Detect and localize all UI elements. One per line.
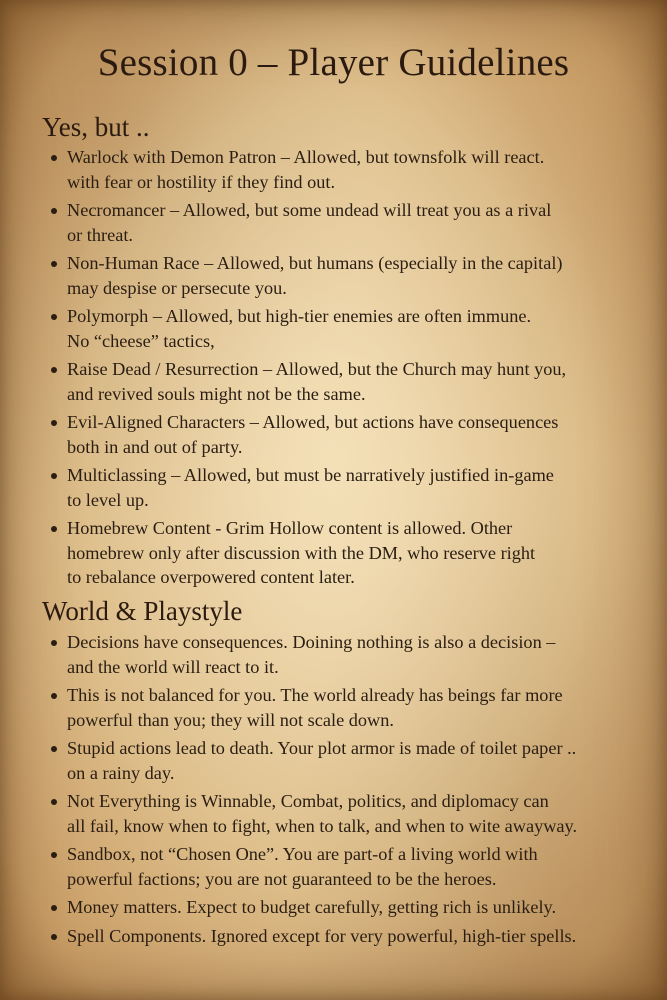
guideline-text-line: or threat. — [67, 224, 133, 245]
guideline-text-line: Evil-Aligned Characters – Allowed, but actions have consequences — [67, 412, 559, 432]
guideline-text-line: Spell Components. Ignored except for very powerful, high-tier spells. — [67, 925, 577, 946]
guideline-item — [0, 198, 667, 247]
guideline-text-line: may despise or persecute you. — [67, 277, 287, 298]
guideline-text-line: with fear or hostility if they find out. — [67, 171, 336, 192]
guideline-item — [0, 789, 667, 838]
page-title: Session 0 – Player Guidelines — [97, 41, 570, 84]
guideline-item — [0, 516, 667, 590]
guideline-text-line: Homebrew Content - Grim Hollow content is allowed. Other — [67, 518, 513, 538]
guideline-text-line: Raise Dead / Resurrection – Allowed, but the Church may hunt you, — [67, 359, 567, 379]
guideline-item — [0, 251, 667, 300]
bullet-icon — [51, 852, 57, 858]
bullet-icon — [51, 420, 57, 426]
guideline-item — [0, 736, 667, 785]
guideline-item — [0, 145, 667, 194]
guideline-text-line: powerful than you; they will not scale down. — [67, 709, 394, 730]
bullet-icon — [51, 799, 57, 805]
guideline-item — [0, 630, 667, 679]
section-heading-yes-but: Yes, but .. — [42, 112, 150, 142]
guideline-item — [0, 683, 667, 732]
guideline-item — [0, 357, 667, 406]
guideline-item — [0, 924, 667, 949]
guideline-text-line: Polymorph – Allowed, but high-tier enemies are often immune. — [67, 306, 532, 326]
guideline-text-line: powerful factions; you are not guaranteed to be the heroes. — [67, 868, 497, 889]
bullet-icon — [51, 934, 57, 940]
bullet-icon — [51, 693, 57, 699]
bullet-icon — [51, 208, 57, 214]
guideline-text-line: Money matters. Expect to budget carefully, getting rich is unlikely. — [67, 897, 557, 917]
guideline-item — [0, 842, 667, 891]
guideline-text-line: to level up. — [67, 489, 149, 510]
bullet-icon — [51, 314, 57, 320]
guideline-item — [0, 895, 667, 920]
guideline-item — [0, 463, 667, 512]
guideline-text-line: on a rainy day. — [67, 762, 175, 783]
bullet-icon — [51, 155, 57, 161]
guideline-text-line: Non-Human Race – Allowed, but humans (especially in the capital) — [67, 253, 563, 273]
guideline-text-line: homebrew only after discussion with the DM, who reserve right — [67, 542, 536, 563]
bullet-icon — [51, 367, 57, 373]
guideline-text-line: This is not balanced for you. The world already has beings far more — [67, 685, 563, 705]
guideline-text-line: all fail, know when to fight, when to talk, and when to wite awayway. — [67, 815, 578, 836]
guideline-text-line: to rebalance overpowered content later. — [67, 567, 355, 587]
guideline-list-world-playstyle — [0, 630, 667, 952]
bullet-icon — [51, 905, 57, 911]
guideline-text-line: and the world will react to it. — [67, 656, 279, 677]
guideline-item — [0, 304, 667, 353]
guideline-text-line: Multiclassing – Allowed, but must be narratively justified in-game — [67, 465, 554, 485]
bullet-icon — [51, 746, 57, 752]
guideline-text-line: Decisions have consequences. Doining nothing is also a decision – — [67, 632, 556, 652]
guideline-text-line: Necromancer – Allowed, but some undead will treat you as a rival — [67, 200, 552, 220]
guideline-text-line: No “cheese” tactics, — [67, 330, 215, 351]
bullet-icon — [51, 261, 57, 267]
guideline-text-line: both in and out of party. — [67, 436, 243, 457]
guideline-text-line: and revived souls might not be the same. — [67, 383, 366, 404]
bullet-icon — [51, 640, 57, 646]
bullet-icon — [51, 526, 57, 532]
guideline-list-yes-but — [0, 145, 667, 594]
guideline-text-line: Sandbox, not “Chosen One”. You are part-of a living world with — [67, 844, 538, 864]
bullet-icon — [51, 473, 57, 479]
guideline-text-line: Stupid actions lead to death. Your plot armor is made of toilet paper .. — [67, 738, 577, 758]
guideline-text-line: Warlock with Demon Patron – Allowed, but townsfolk will react. — [67, 147, 545, 167]
section-heading-world-playstyle: World & Playstyle — [42, 596, 243, 626]
guideline-text-line: Not Everything is Winnable, Combat, politics, and diplomacy can — [67, 791, 549, 811]
guideline-item — [0, 410, 667, 459]
